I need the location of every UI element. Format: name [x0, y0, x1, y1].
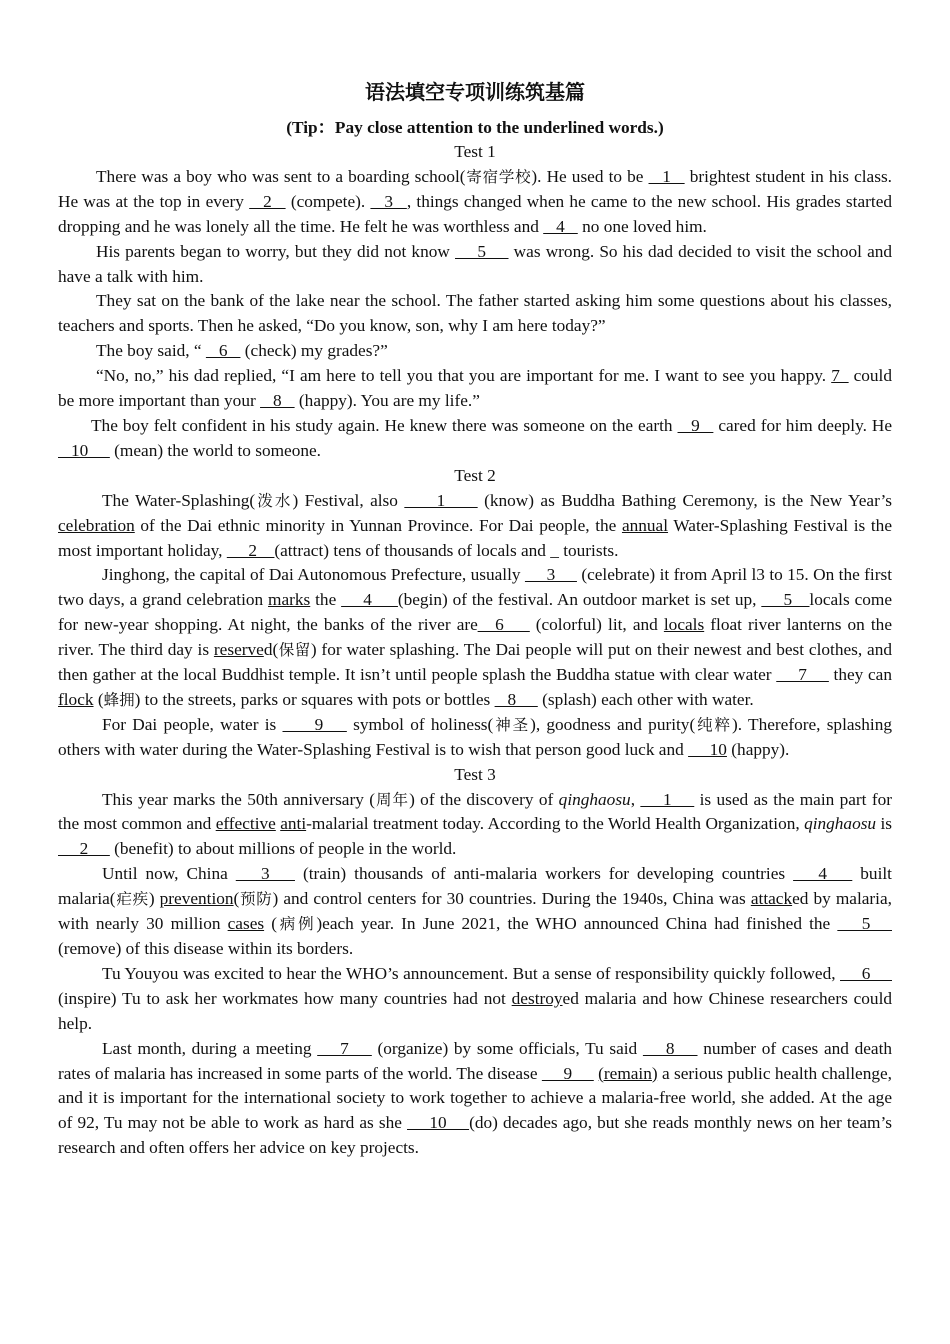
underlined-word: effective — [215, 814, 276, 834]
passage-text: (mean) the world to someone. — [109, 440, 321, 460]
answer-blank[interactable]: ___1___ — [404, 490, 478, 510]
passage-text: they can — [828, 665, 892, 685]
passage-text: symbol of holiness( — [346, 714, 494, 734]
passage-text: ) Festival, also — [292, 490, 405, 510]
passage-text: His parents began to worry, but they did not know — [96, 241, 455, 261]
passage-text: (train) thousands of anti-malaria workers for developing countries — [294, 864, 794, 884]
passage-text: cared for him deeply. He — [713, 415, 893, 435]
italic-term: qinghaosu — [558, 789, 631, 809]
tip-line: (Tip：Pay close attention to the underlined words.) — [286, 118, 664, 137]
answer-blank[interactable]: __10 — [688, 739, 727, 759]
answer-blank[interactable]: _8__ — [494, 689, 538, 709]
passage-text: ). Therefore, splashing others with water during the Water-Splashing Festival is to wish that person good luck and — [58, 714, 892, 759]
passage-text: ed malaria and how Chinese researchers could help. — [58, 988, 893, 1033]
answer-blank[interactable]: __2__ — [226, 540, 275, 560]
answer-blank[interactable]: __6___ — [477, 615, 530, 635]
underlined-word: prevention — [159, 889, 234, 909]
passage-text: (begin) of the festival. An outdoor market is set up, — [397, 590, 762, 610]
passage-text: is — [876, 814, 892, 834]
answer-blank[interactable]: __8__ — [642, 1038, 698, 1058]
answer-blank[interactable]: __7__ — [317, 1038, 372, 1058]
answer-blank[interactable]: 7_ — [831, 366, 849, 386]
passage-text: a serious public health challenge, and it is important for the international society to work together to achieve a malaria-free world, she added. At the age of 92, Tu may not be able to work as hard as she — [58, 1063, 892, 1133]
passage-text: is used as the main part for the most common and — [58, 789, 892, 834]
passage-text: (know) as Buddha Bathing Ceremony, is the New Year’s — [477, 490, 893, 510]
passage-text: ) — [148, 889, 160, 909]
chinese-gloss: 周年 — [374, 790, 410, 809]
passage-text: (colorful) lit, and — [529, 615, 664, 635]
passage-paragraph — [58, 1037, 892, 1162]
passage-text: -malarial treatment today. According to the World Health Organization, — [306, 814, 805, 834]
passage-text: ( — [233, 889, 240, 909]
passage-text: )each year. In June 2021, the WHO announced China had finished the — [316, 914, 838, 934]
underlined-word: (remain) — [598, 1063, 658, 1083]
underlined-word: cases — [227, 914, 265, 934]
passage-paragraph — [58, 489, 892, 564]
passage-text: Jinghong, the capital of Dai Autonomous Prefecture, usually — [102, 565, 525, 585]
answer-blank[interactable]: _3_ — [370, 191, 407, 211]
answer-blank[interactable]: _1_ — [648, 166, 685, 186]
answer-blank[interactable]: _8_ — [260, 391, 295, 411]
page-title: 语法填空专项训练筑基篇 — [365, 80, 585, 104]
answer-blank[interactable]: __7__ — [776, 665, 829, 685]
answer-blank[interactable]: _10__ — [58, 440, 110, 460]
passage-text: This year marks the 50th anniversary ( — [102, 789, 375, 809]
answer-blank[interactable]: __5__ — [455, 241, 509, 261]
passage-paragraph — [58, 240, 892, 290]
underlined-word: attack — [750, 889, 793, 909]
passage-text: For Dai people, water is — [102, 714, 283, 734]
passage-text: (organize) by some officials, Tu said — [371, 1038, 643, 1058]
passage-text: float river lanterns on the river. The third day is — [58, 615, 892, 660]
chinese-gloss: 寄宿学校 — [465, 167, 532, 186]
passage-text: d( — [263, 640, 279, 660]
passage-text: ), goodness and purity( — [530, 714, 696, 734]
passage-text: no one loved him. — [577, 216, 707, 236]
passage-text: (inspire) Tu to ask her workmates how many countries had not — [58, 988, 512, 1008]
answer-blank[interactable]: ___9__ — [282, 714, 347, 734]
passage-text: ) for water splashing. The Dai people will put on their newest and best clothes, and then gather at the local Buddhist temple. It isn’t until people splash the Buddha statue with clear water — [58, 640, 892, 685]
passage-paragraph — [58, 364, 892, 414]
underlined-word: marks — [268, 590, 311, 610]
underlined-word: flock — [58, 689, 94, 709]
passage-text: could be more important than your — [58, 366, 892, 411]
chinese-gloss: 预防 — [239, 890, 273, 909]
passage-text: happy). — [737, 739, 790, 759]
passage-paragraph — [58, 289, 892, 339]
passage-text: (attract) tens of thousands of locals and _ tourists. — [274, 540, 619, 560]
passage-text: built malaria( — [58, 864, 892, 909]
test-section-3 — [58, 763, 892, 1162]
tests-container — [58, 140, 892, 1161]
passage-text: ) and control centers for 30 countries. During the 1940s, China was — [272, 889, 751, 909]
test-heading: Test 1 — [454, 142, 496, 161]
passage-paragraph — [58, 165, 892, 240]
passage-text: They sat on the bank of the lake near the school. The father started asking him some questions about his classes, teachers and sports. Then he asked, “Do you know, son, why I am here today?” — [58, 291, 892, 336]
chinese-gloss: 病例 — [276, 915, 317, 934]
passage-paragraph — [58, 962, 892, 1037]
passage-text: ed by malaria, with nearly 30 million — [58, 889, 892, 934]
passage-text: brightest student in his class. He was at the top in every — [58, 166, 892, 211]
passage-text: number of cases and death rates of malaria has increased in some parts of the world. The disease — [58, 1038, 893, 1083]
passage-text: Last month, during a meeting — [102, 1038, 318, 1058]
test-heading: Test 2 — [454, 465, 496, 485]
passage-paragraph — [58, 563, 892, 712]
passage-paragraph — [58, 788, 892, 863]
underlined-word: celebration — [58, 515, 135, 535]
passage-text: ( — [264, 914, 277, 934]
passage-text: , — [630, 789, 641, 809]
chinese-gloss: 蜂拥 — [103, 690, 135, 709]
passage-paragraph — [58, 339, 892, 364]
answer-blank[interactable]: __4__ — [793, 864, 853, 884]
italic-term: qinghaosu — [804, 814, 877, 834]
passage-text: of the Dai ethnic minority in Yunnan Province. For Dai people, the — [134, 515, 622, 535]
underlined-word: locals — [663, 615, 705, 635]
answer-blank[interactable]: __5__ — [837, 914, 892, 934]
passage-text: was wrong. So his dad decided to visit the school and have a talk with him. — [58, 241, 893, 286]
underlined-word: annual — [621, 515, 669, 535]
underlined-word: ( — [731, 739, 738, 759]
passage-paragraph — [58, 713, 892, 763]
answer-blank[interactable]: _2_ — [249, 191, 286, 211]
passage-text: locals come for new-year shopping. At night, the banks of the river are — [58, 590, 892, 635]
passage-text: There was a boy who was sent to a boarding school( — [96, 166, 466, 186]
passage-text: (celebrate) it from April l3 to 15. On the first two days, a grand celebration — [58, 565, 893, 610]
passage-text: (check) my grades?” — [240, 341, 388, 361]
chinese-gloss: 保留 — [278, 641, 311, 660]
answer-blank[interactable]: __1__ — [640, 789, 695, 809]
passage-text: the — [310, 590, 342, 610]
test-heading: Test 3 — [454, 764, 496, 784]
passage-text: (remove) of this disease within its borders. — [58, 939, 354, 958]
answer-blank[interactable]: __3__ — [524, 565, 577, 585]
chinese-gloss: 泼水 — [255, 491, 293, 510]
passage-text: ( — [93, 689, 104, 709]
passage-text: (do) decades ago, but she reads monthly news on her team’s research and often offers her advice on key projects. — [58, 1113, 892, 1158]
passage-text: Until now, China — [102, 864, 236, 884]
answer-blank[interactable]: _6_ — [205, 341, 241, 361]
passage-text: The boy said, “ — [96, 341, 206, 361]
answer-blank[interactable]: __6__ — [840, 963, 892, 983]
underlined-word: anti — [280, 814, 307, 834]
test-section-1 — [58, 140, 892, 464]
passage-text: Tu Youyou was excited to hear the WHO’s announcement. But a sense of responsibility quickly followed, — [102, 963, 841, 983]
answer-blank[interactable]: __3__ — [235, 864, 295, 884]
answer-blank[interactable]: __10__ — [407, 1113, 470, 1133]
test-section-2 — [58, 464, 892, 763]
answer-blank[interactable]: __9__ — [541, 1063, 594, 1083]
underlined-word: destroy — [511, 988, 563, 1008]
answer-blank[interactable]: _9_ — [677, 415, 714, 435]
passage-paragraph — [58, 862, 892, 962]
passage-text: “No, no,” his dad replied, “I am here to tell you that you are important for me. I want to see you happy. — [96, 366, 832, 386]
passage-text: (compete). — [285, 191, 371, 211]
answer-blank[interactable]: _4_ — [543, 216, 578, 236]
passage-paragraph — [58, 414, 892, 464]
passage-text: (happy). You are my life.” — [294, 391, 480, 411]
passage-text: (benefit) to about millions of people in the world. — [109, 839, 457, 859]
answer-blank[interactable]: __5__ — [761, 590, 810, 610]
chinese-gloss: 疟疾 — [115, 890, 149, 909]
passage-text: (splash) each other with water. — [537, 689, 754, 709]
worksheet-page — [58, 78, 892, 1161]
chinese-gloss: 神圣 — [493, 715, 531, 734]
passage-text: The Water-Splashing( — [102, 490, 256, 510]
answer-blank[interactable]: __4___ — [341, 590, 398, 610]
passage-text: Water-Splashing Festival is the most important holiday, — [58, 515, 892, 560]
passage-text: The boy felt confident in his study again. He knew there was someone on the earth — [91, 415, 678, 435]
passage-text: , things changed when he came to the new school. His grades started dropping and he was lonely all the time. He felt he was worthless and — [58, 191, 892, 236]
passage-text: ). He used to be — [531, 166, 649, 186]
chinese-gloss: 纯粹 — [695, 715, 733, 734]
underlined-word: reserve — [213, 640, 264, 660]
answer-blank[interactable]: __2__ — [58, 839, 110, 859]
passage-text: ) to the streets, parks or squares with pots or bottles — [134, 689, 495, 709]
passage-text: ) of the discovery of — [409, 789, 559, 809]
